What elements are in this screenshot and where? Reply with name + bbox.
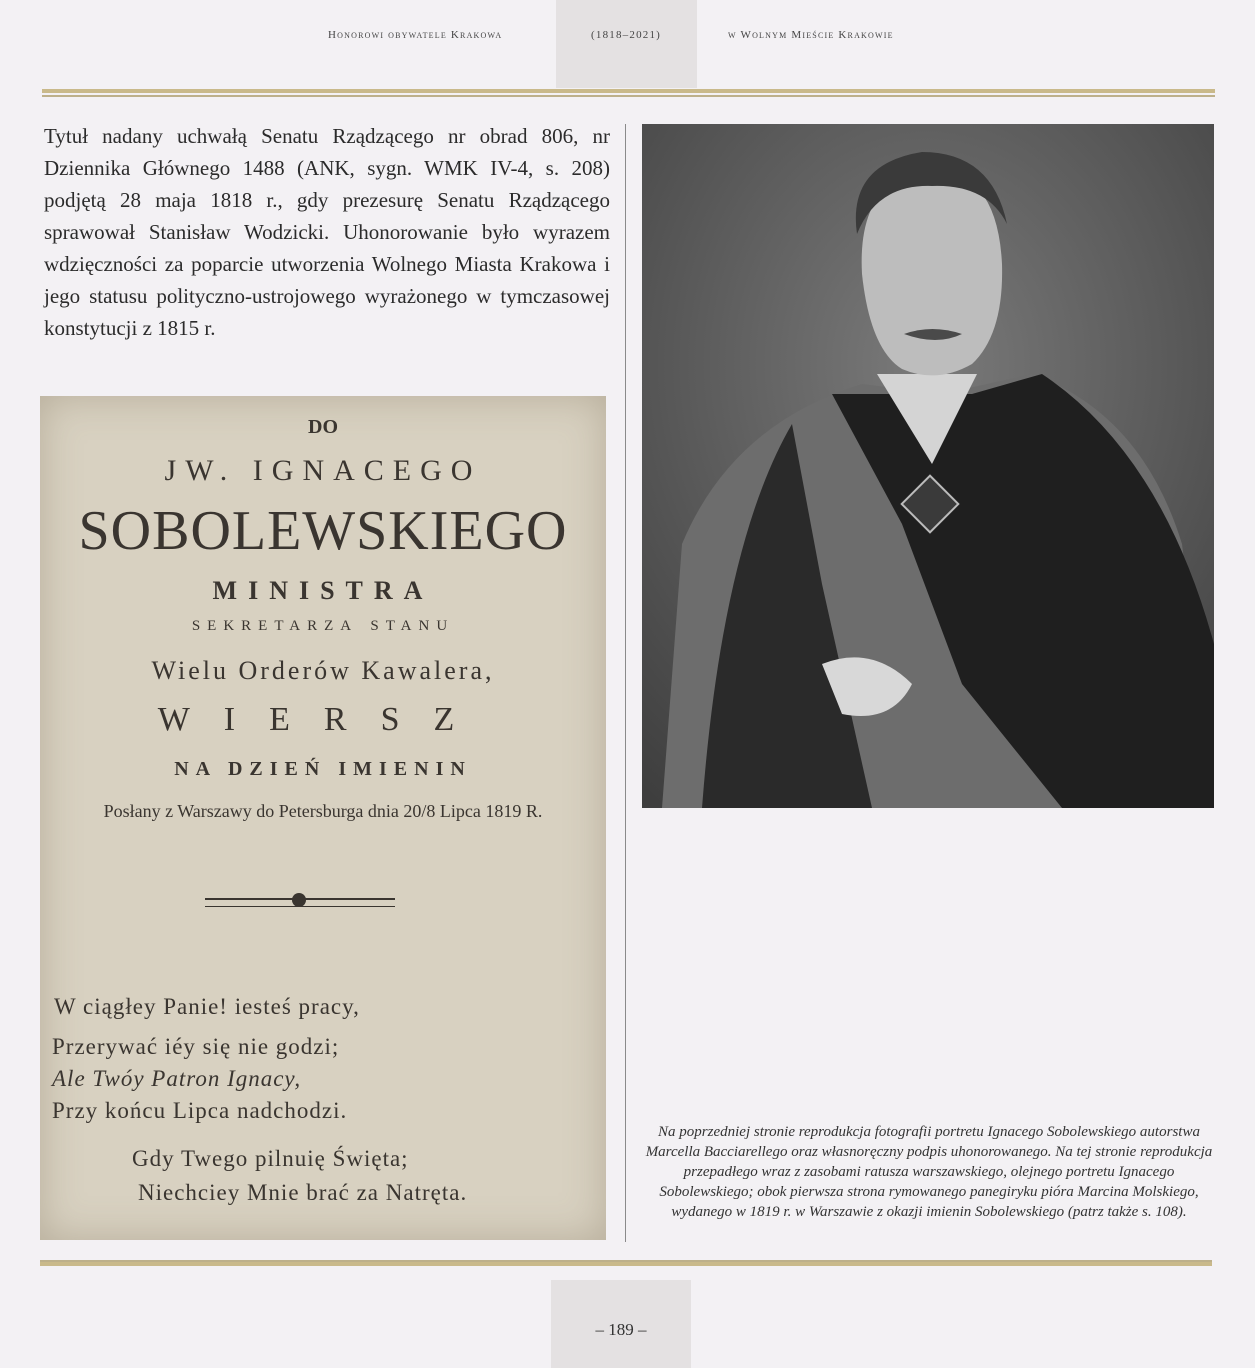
verse-line: Ale Twóy Patron Ignacy, xyxy=(52,1066,302,1091)
verse-line: Niechciey Mnie brać za Natręta. xyxy=(138,1180,468,1205)
scan-line-surname: SOBOLEWSKIEGO xyxy=(78,500,568,562)
portrait-illustration xyxy=(642,124,1214,808)
scan-line-poslany: Posłany z Warszawy do Petersburga dnia 20/8 Lipca 1819 R. xyxy=(103,801,543,821)
verse-line: Przerywać iéy się nie godzi; xyxy=(52,1034,340,1059)
scan-line-do: DO xyxy=(308,416,338,438)
portrait-photo xyxy=(642,124,1214,808)
main-paragraph: Tytuł nadany uchwałą Senatu Rządzącego nr obrad 806, nr Dziennika Głównego 1488 (ANK, sygn. WMK IV-4, s. 208) podjętą 28 maja 1818 r., gdy prezesurę Senatu Rządzącego sprawował Stanisław Wodzicki. Uhonorowanie było wyrazem wdzięczności za poparcie utworzenia Wolnego Miasta Krakowa i jego statusu polityczno-ustrojowego wyrażonego w tymczasowej konstytucji z 1815 r. xyxy=(44,124,610,340)
scan-line-imienin: NA DZIEŃ IMIENIN xyxy=(174,758,472,780)
figure-caption: Na poprzedniej stronie reprodukcja fotografii portretu Ignacego Sobolewskiego autorstwa Marcella Bacciarellego oraz własnoręczny podpis uhonorowanego. Na tej stronie reprodukcja przepadłego wraz z zasobami ratusza warszawskiego, olejnego portretu Ignacego Sobolewskiego; obok pierwsza strona rymowanego panegiryku pióra Marcina Molskiego, wydanego w 1819 r. w Warszawie z okazji imienin Sobolewskiego (patrz także s. 108). xyxy=(645,1124,1213,1220)
running-head-center: (1818–2021) xyxy=(591,29,662,41)
verse-line: Gdy Twego pilnuię Święta; xyxy=(132,1146,409,1171)
ornament-dot xyxy=(292,893,306,907)
column-divider xyxy=(625,124,626,1242)
header-band xyxy=(556,0,697,88)
page-number: – 189 – xyxy=(595,1320,647,1339)
scan-line-name: JW. IGNACEGO xyxy=(164,454,482,487)
scan-line-ministra: MINISTRA xyxy=(212,576,434,605)
scan-line-orderow: Wielu Orderów Kawalera, xyxy=(151,656,495,685)
running-head-left: Honorowi obywatele Krakowa xyxy=(328,29,503,41)
running-head-right: w Wolnym Mieście Krakowie xyxy=(728,29,894,41)
scan-line-wiersz: WIERSZ xyxy=(157,701,489,738)
verse-line: W ciągłey Panie! iesteś pracy, xyxy=(54,994,360,1019)
verse-line: Przy końcu Lipca nadchodzi. xyxy=(52,1098,348,1123)
panegyric-title-page xyxy=(40,396,606,1240)
scan-line-sekretarza: sekretarza stanu xyxy=(191,611,455,635)
